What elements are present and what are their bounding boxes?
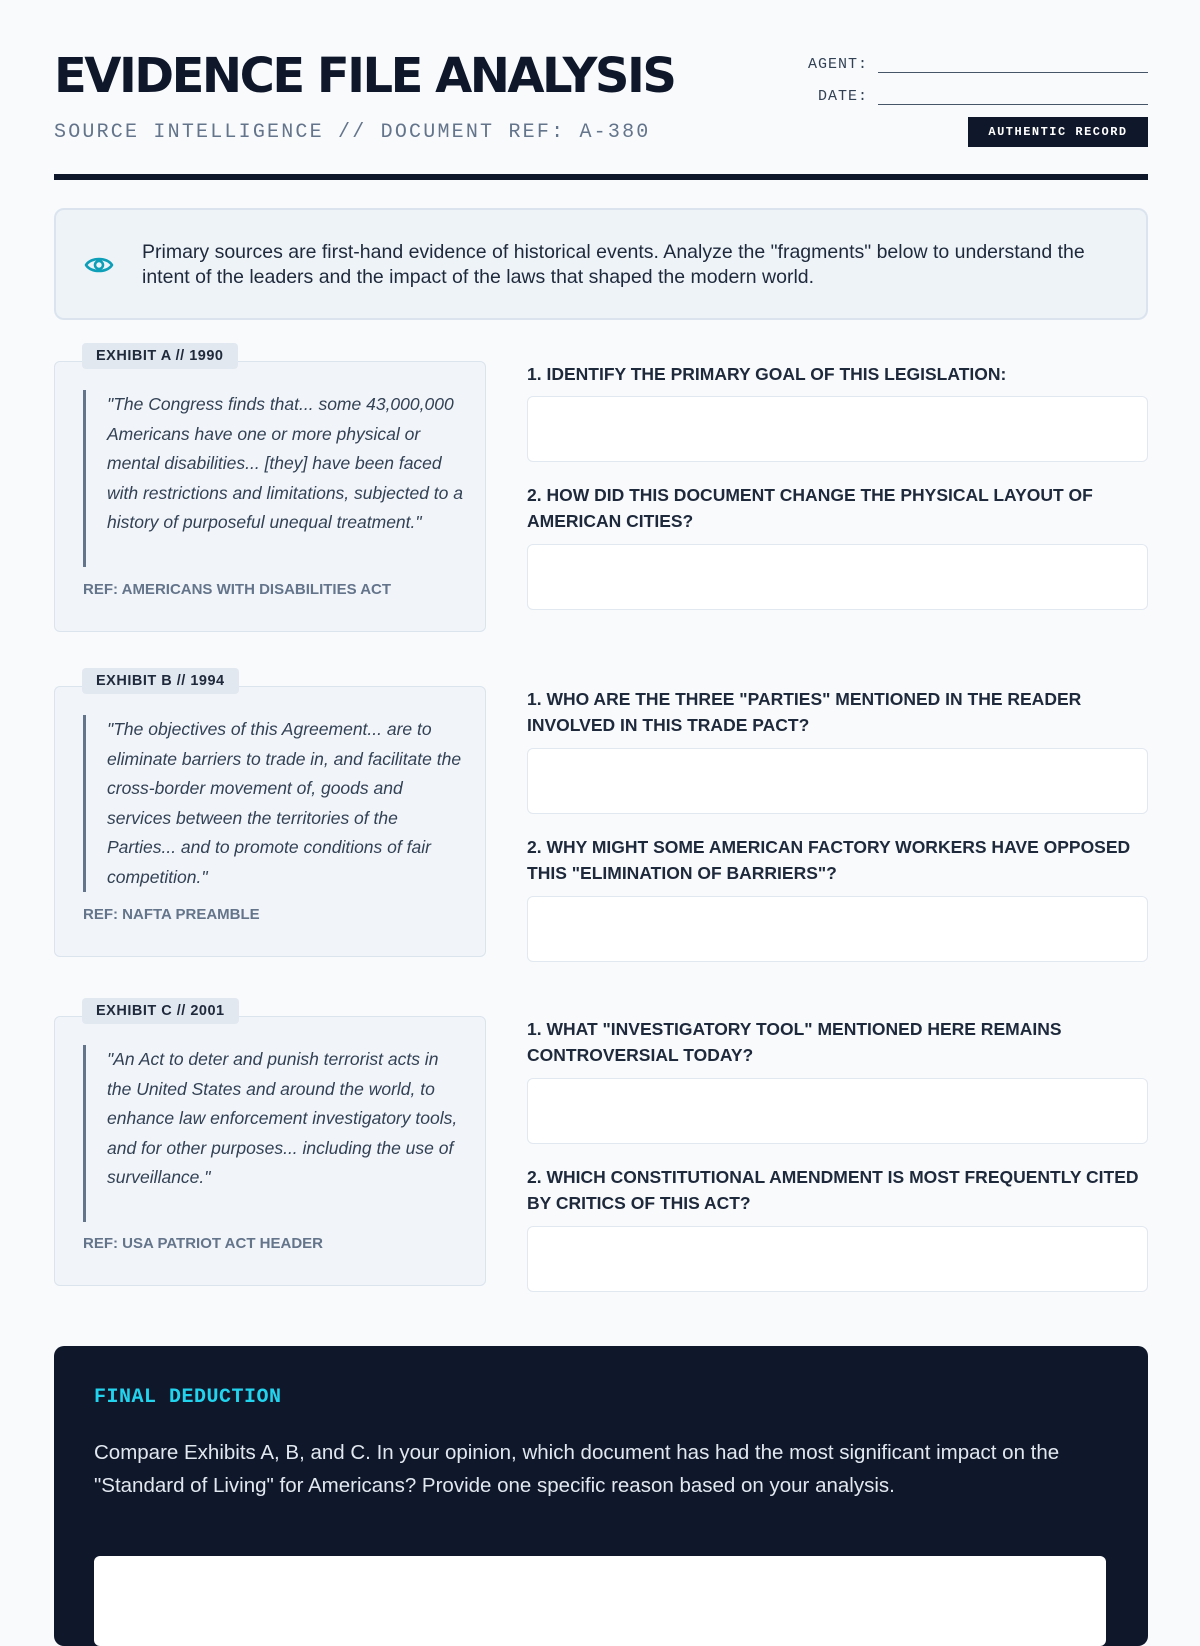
date-label: DATE:	[817, 88, 868, 105]
exhibit-card	[54, 686, 486, 957]
date-field[interactable]	[818, 88, 1148, 105]
question-2: 2. WHY MIGHT SOME AMERICAN FACTORY WORKERS HAVE OPPOSED THIS "ELIMINATION OF BARRIERS"?	[527, 837, 1131, 883]
agent-label: AGENT:	[807, 56, 868, 73]
question-1: 1. WHO ARE THE THREE "PARTIES" MENTIONED IN THE READER INVOLVED IN THIS TRADE PACT?	[527, 689, 1082, 735]
intro-callout	[54, 208, 1148, 320]
eye-icon	[84, 250, 114, 280]
exhibit-quote: "An Act to deter and punish terrorist acts in the United States and around the world, to enhance law enforcement investigatory tools, and for other purposes... including the use of surveillance."	[83, 1045, 463, 1222]
exhibit-quote: "The Congress finds that... some 43,000,000 Americans have one or more physical or mental disabilities... [they] have been faced with restrictions and limitations, subjected to a history of purposeful unequal treatment."	[83, 390, 463, 567]
exhibit-tag: EXHIBIT C // 2001	[82, 998, 239, 1024]
final-answer-box[interactable]	[94, 1556, 1106, 1646]
question-1: 1. WHAT "INVESTIGATORY TOOL" MENTIONED HERE REMAINS CONTROVERSIAL TODAY?	[527, 1019, 1062, 1065]
final-deduction-title: FINAL DEDUCTION	[94, 1386, 282, 1409]
exhibit-card	[54, 361, 486, 632]
final-deduction-panel	[54, 1346, 1148, 1646]
page-title: EVIDENCE FILE ANALYSIS	[54, 48, 675, 104]
question-1: 1. IDENTIFY THE PRIMARY GOAL OF THIS LEGISLATION:	[527, 364, 1007, 384]
exhibit-ref: REF: NAFTA PREAMBLE	[83, 906, 260, 923]
answer-box-1[interactable]	[527, 396, 1148, 462]
agent-field[interactable]	[808, 56, 1148, 73]
exhibit-ref: REF: AMERICANS WITH DISABILITIES ACT	[83, 581, 392, 598]
agent-input-line[interactable]	[878, 58, 1148, 73]
answer-box-2[interactable]	[527, 896, 1148, 962]
answer-box-2[interactable]	[527, 544, 1148, 610]
intro-text: Primary sources are first-hand evidence of historical events. Analyze the "fragments" below to understand the intent of the leaders and the impact of the laws that shaped the modern world.	[142, 241, 1085, 288]
header	[54, 0, 1148, 182]
final-deduction-prompt: Compare Exhibits A, B, and C. In your opinion, which document has had the most significant impact on the "Standard of Living" for Americans? Provide one specific reason based on your analysis.	[94, 1441, 1060, 1497]
worksheet-page	[54, 0, 1148, 1497]
exhibit-card	[54, 1016, 486, 1286]
header-divider	[54, 174, 1148, 180]
exhibit-ref: REF: USA PATRIOT ACT HEADER	[83, 1235, 323, 1252]
answer-box-2[interactable]	[527, 1226, 1148, 1292]
authentic-record-badge: AUTHENTIC RECORD	[968, 117, 1148, 147]
exhibit-tag: EXHIBIT B // 1994	[82, 668, 239, 694]
exhibit-tag: EXHIBIT A // 1990	[82, 343, 238, 369]
exhibit-quote: "The objectives of this Agreement... are to eliminate barriers to trade in, and facilitate the cross-border movement of, goods and services between the territories of the Parties... and to promote conditions of fair competition."	[83, 715, 463, 892]
question-2: 2. WHICH CONSTITUTIONAL AMENDMENT IS MOST FREQUENTLY CITED BY CRITICS OF THIS ACT?	[527, 1167, 1139, 1213]
page-subtitle: SOURCE INTELLIGENCE // DOCUMENT REF: A-380	[54, 121, 651, 144]
answer-box-1[interactable]	[527, 1078, 1148, 1144]
answer-box-1[interactable]	[527, 748, 1148, 814]
question-2: 2. HOW DID THIS DOCUMENT CHANGE THE PHYSICAL LAYOUT OF AMERICAN CITIES?	[527, 485, 1093, 531]
date-input-line[interactable]	[878, 90, 1148, 105]
